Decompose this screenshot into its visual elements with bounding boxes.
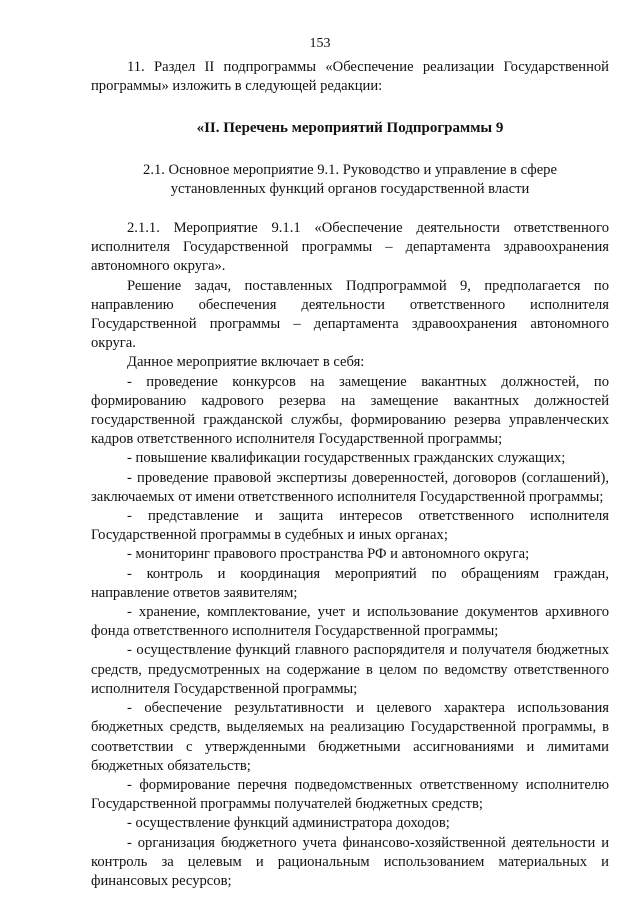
list-item: - представление и защита интересов ответственного исполнителя Государственной программы в судебных и иных органах; [91,508,609,544]
list-item: - осуществление функций главного распорядителя и получателя бюджетных средств, предусмотренных на содержание в целом по ведомству ответственного исполнителя Государственной программы; [91,642,609,697]
list-item: - формирование перечня подведомственных ответственному исполнителю Государственной программы получателей бюджетных средств; [91,776,609,813]
list-item: - проведение правовой экспертизы доверенностей, договоров (соглашений), заключаемых от имени ответственного исполнителя Государственной программы; [91,469,609,505]
list-item: - осуществление функций администратора доходов; [127,815,450,832]
list-item: - организация бюджетного учета финансово-хозяйственной деятельности и контроль за целевым и рациональным использованием материальных и финансовых ресурсов; [91,834,609,889]
includes-paragraph: Данное мероприятие включает в себя: [127,354,365,371]
decision-paragraph: Решение задач, поставленных Подпрограммой 9, предполагается по направлению обеспечения деятельности ответственного исполнителя Государственной программы – департамента здравоохранения автономного округа. [91,277,609,352]
document-body [91,58,609,891]
main-activity-heading: 2.1. Основное мероприятие 9.1. Руководство и управление в сфере установленных функций органов государственной власти [143,161,557,197]
list-item: - обеспечение результативности и целевого характера использования бюджетных средств, выделяемых на реализацию Государственной программы, в соответствии с утвержденными бюджетными ассигнованиями и лимитами бюджетных обязательств; [91,700,609,774]
measure-paragraph: 2.1.1. Мероприятие 9.1.1 «Обеспечение деятельности ответственного исполнителя Государственной программы – департамента здравоохранения автономного округа». [91,220,609,275]
list-item: - контроль и координация мероприятий по обращениям граждан, направление ответов заявителям; [91,565,609,601]
intro-paragraph: 11. Раздел II подпрограммы «Обеспечение реализации Государственной программы» изложить в следующей редакции: [91,59,609,95]
list-item: - повышение квалификации государственных гражданских служащих; [127,450,566,467]
list-item: - проведение конкурсов на замещение вакантных должностей, по формированию кадрового резерва на замещение вакантных должностей государственной гражданской службы, формированию резерва управленческих кадров ответственного исполнителя Государственной программы; [91,373,609,448]
page-number: 153 [309,36,331,51]
section-heading: «II. Перечень мероприятий Подпрограммы 9 [196,120,504,137]
activity-list [91,373,609,891]
list-item: - мониторинг правового пространства РФ и автономного округа; [127,546,530,563]
list-item: - хранение, комплектование, учет и использование документов архивного фонда ответственного исполнителя Государственной программы; [91,604,609,640]
